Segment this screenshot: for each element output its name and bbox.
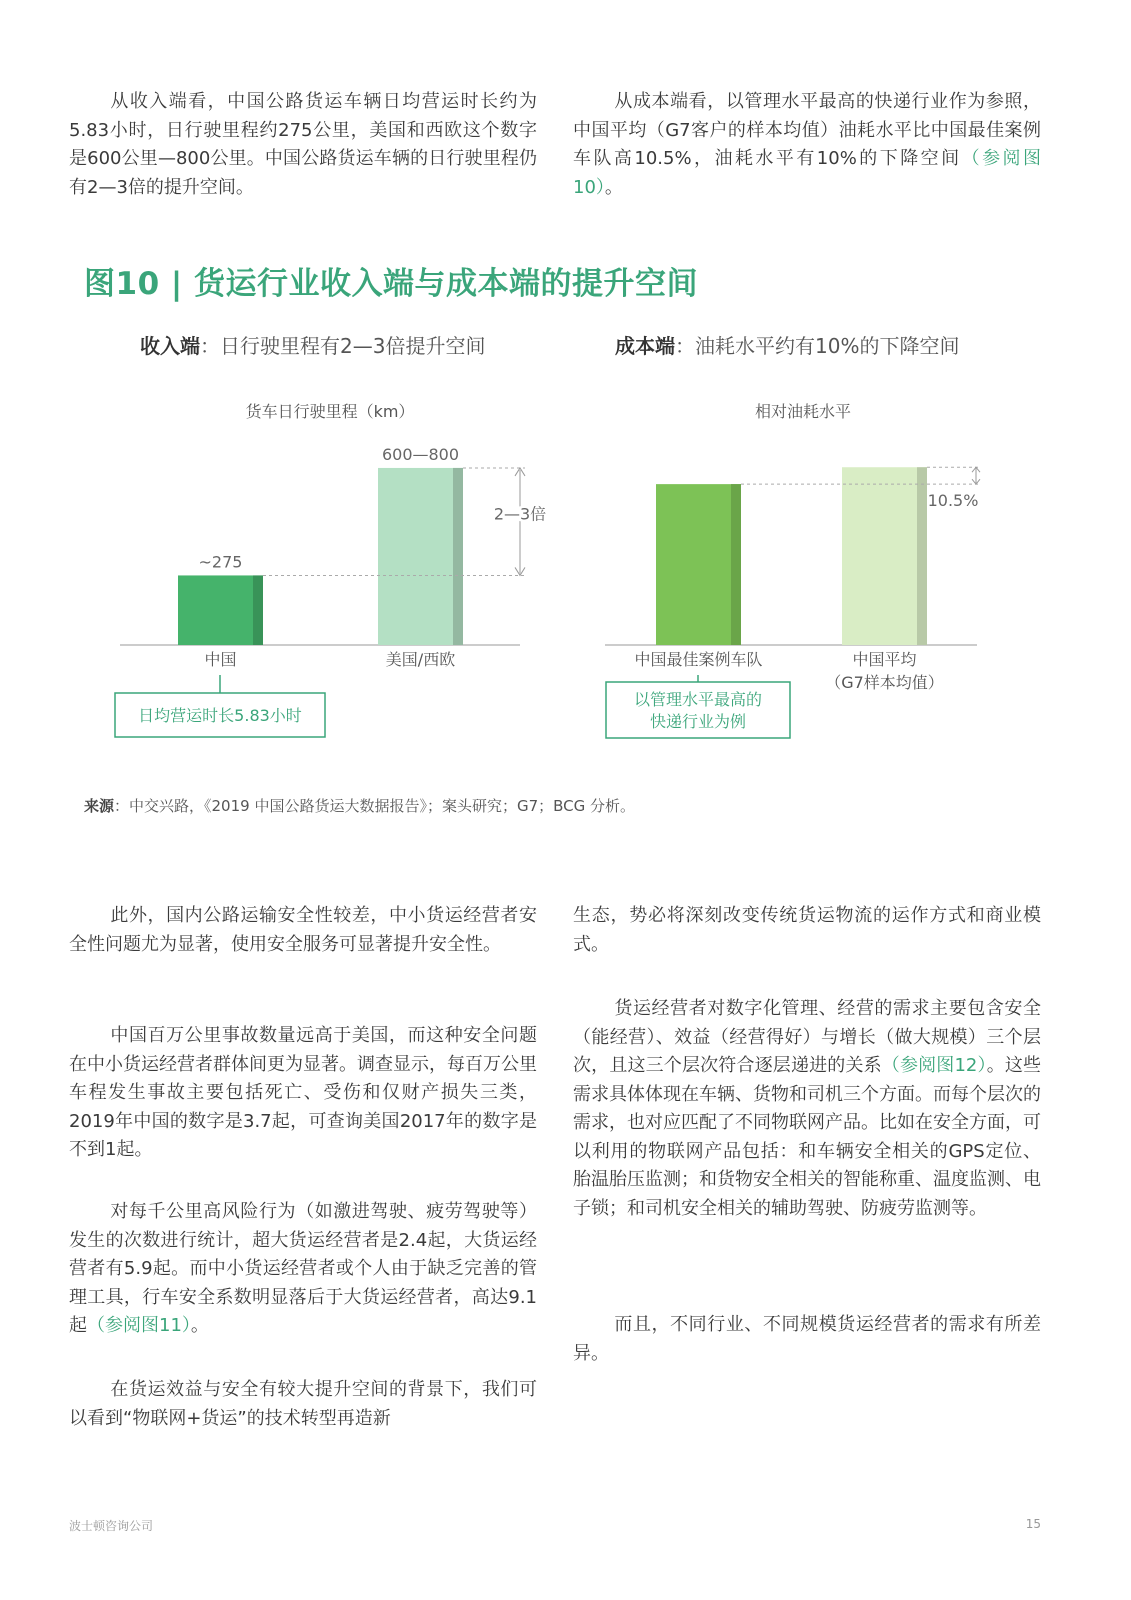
- figure-title: 图10 | 货运行业收入端与成本端的提升空间: [84, 266, 699, 302]
- figure-11-reference[interactable]: （参阅图11）: [87, 1315, 191, 1336]
- intro-cost-paragraph: 从成本端看，以管理水平最高的快递行业作为参照，中国平均（G7客户的样本均值）油耗水平比中国最佳案例车队高10.5%，油耗水平有10%的下降空间（参阅图10）。: [573, 91, 1041, 198]
- bar-china: [178, 575, 263, 645]
- intro-income-paragraph: 从收入端看，中国公路货运车辆日均营运时长约为5.83小时，日行驶里程约275公里，美国和西欧这个数字是600公里—800公里。中国公路货运车辆的日行驶里程仍有2—3倍的提升空间。: [69, 91, 537, 198]
- bar-shadow: [917, 467, 927, 645]
- data-label: 600—800: [381, 444, 460, 464]
- iot-paragraph: 在货运效益与安全有较大提升空间的背景下，我们可以看到“物联网+货运”的技术转型再造新: [69, 1379, 537, 1429]
- data-label: ~275: [198, 552, 243, 572]
- chart-title-fuel: 相对油耗水平: [754, 402, 852, 421]
- bar-shadow: [731, 484, 741, 645]
- accident-paragraph: 中国百万公里事故数量远高于美国，而这种安全问题在中小货运经营者群体间更为显著。调查显示，每百万公里车程发生事故主要包括死亡、受伤和仅财产损失三类，2019年中国的数字是3.7起，可查询美国2017年的数字是不到1起。: [69, 1025, 537, 1160]
- category-label: 中国最佳案例车队: [634, 650, 763, 669]
- difference-paragraph: 而且，不同行业、不同规模货运经营者的需求有所差异。: [573, 1314, 1041, 1364]
- ratio-annotation: 2—3倍: [493, 504, 547, 524]
- figure-reference-link[interactable]: （参阅图10）: [573, 148, 1041, 198]
- callout-text: 日均营运时长5.83小时: [138, 706, 302, 725]
- income-subtitle: 收入端：日行驶里程有2—3倍提升空间: [140, 334, 486, 358]
- footer-company: 波士顿咨询公司: [69, 1519, 154, 1533]
- risk-behavior-paragraph: 对每千公里高风险行为（如激进驾驶、疲劳驾驶等）发生的次数进行统计，超大货运经营者是2.4起，大货运经营者有5.9起。而中小货运经营者或个人由于缺乏完善的管理工具，行车安全系数明显落后于大货运经营者，高达9.1起（参阅图11）。: [69, 1201, 537, 1336]
- bar-us-eu: [378, 468, 463, 645]
- bar-best-fleet: [656, 484, 741, 645]
- ecosystem-paragraph: 生态，势必将深刻改变传统货运物流的运作方式和商业模式。: [573, 905, 1041, 955]
- category-label: 中国平均: [852, 650, 917, 669]
- bar-china-avg: [842, 467, 927, 645]
- category-label: 中国: [204, 650, 237, 669]
- safety-paragraph: 此外，国内公路运输安全性较差，中小货运经营者安全性问题尤为显著，使用安全服务可显著提升安全性。: [69, 905, 537, 955]
- demand-paragraph: 货运经营者对数字化管理、经营的需求主要包含安全（能经营）、效益（经营得好）与增长（做大规模）三个层次，且这三个层次符合逐层递进的关系（参阅图12）。这些需求具体体现在车辆、货物和司机三个方面。而每个层次的需求，也对应匹配了不同物联网产品。比如在安全方面，可以利用的物联网产品包括：和车辆安全相关的GPS定位、胎温胎压监测；和货物安全相关的智能称重、温度监测、电子锁；和司机安全相关的辅助驾驶、防疲劳监测等。: [573, 998, 1042, 1219]
- callout-text: 快递行业为例: [649, 712, 747, 731]
- figure-source: 来源：中交兴路，《2019 中国公路货运大数据报告》；案头研究；G7；BCG 分析。: [84, 797, 636, 815]
- chart-title-mileage: 货车日行驶里程（km）: [245, 402, 415, 421]
- bar-shadow: [453, 468, 463, 645]
- percent-annotation: 10.5%: [927, 491, 979, 511]
- figure-12-reference[interactable]: （参阅图12）: [881, 1055, 987, 1076]
- figure-charts: [0, 380, 1131, 760]
- page-number: 15: [1025, 1517, 1041, 1531]
- category-sublabel: （G7样本均值）: [825, 673, 944, 692]
- category-label: 美国/西欧: [385, 650, 456, 669]
- bar-shadow: [253, 575, 263, 645]
- cost-subtitle: 成本端：油耗水平约有10%的下降空间: [615, 334, 960, 358]
- callout-text: 以管理水平最高的: [633, 690, 763, 709]
